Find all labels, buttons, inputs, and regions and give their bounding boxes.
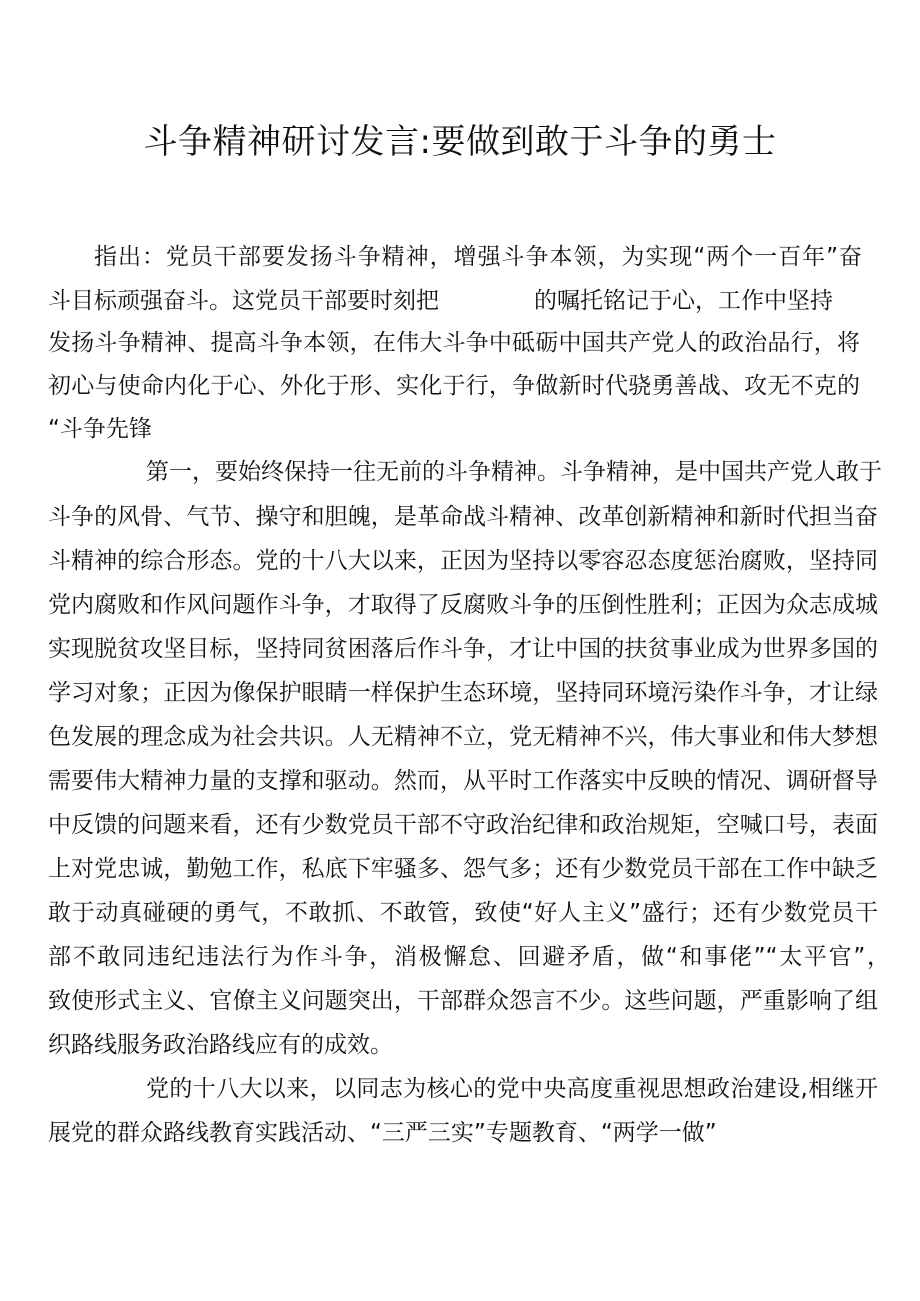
paragraph-2-line-1: 第一，要始终保持一往无前的斗争精神。斗争精神，是中国共产党人敢于 [146,459,882,485]
paragraph-2-line-8: 需要伟大精神力量的支撑和驱动。然而，从平时工作落实中反映的情况、调研督导 [48,768,878,794]
paragraph-2-line-9: 中反馈的问题来看，还有少数党员干部不守政治纪律和政治规矩，空喊口号，表面 [48,812,878,838]
paragraph-2-line-10: 上对党忠诚，勤勉工作，私底下牢骚多、怨气多；还有少数党员干部在工作中缺乏 [48,856,878,882]
paragraph-3-line-1: 党的十八大以来，以同志为核心的党中央高度重视思想政治建设,相继开 [146,1076,878,1102]
paragraph-2-line-3: 斗精神的综合形态。党的十八大以来，正因为坚持以零容忍态度惩治腐败，坚持同 [48,548,878,574]
paragraph-2-line-14: 织路线服务政治路线应有的成效。 [48,1032,393,1058]
paragraph-1-line-3: 发扬斗争精神、提高斗争本领，在伟大斗争中砥砺中国共产党人的政治品行，将 [48,330,860,356]
paragraph-2-line-7: 色发展的理念成为社会共识。人无精神不立，党无精神不兴，伟大事业和伟大梦想 [48,724,878,750]
paragraph-2-line-6: 学习对象；正因为像保护眼睛一样保护生态环境，坚持同环境污染作斗争，才让绿 [48,680,878,706]
paragraph-2-line-13: 致使形式主义、官僚主义问题突出，干部群众怨言不少。这些问题，严重影响了组 [48,988,878,1014]
paragraph-2-line-5: 实现脱贫攻坚目标，坚持同贫困落后作斗争，才让中国的扶贫事业成为世界多国的 [48,636,878,662]
paragraph-1-line-1: 指出：党员干部要发扬斗争精神，增强斗争本领，为实现“两个一百年”奋 [94,244,862,270]
paragraph-2-line-12: 部不敢同违纪违法行为作斗争，消极懈怠、回避矛盾，做“和事佬”“太平官”， [48,944,890,970]
paragraph-1-line-5: “斗争先锋 [48,416,152,442]
paragraph-2-line-11: 敢于动真碰硬的勇气，不敢抓、不敢管，致使“好人主义”盛行；还有少数党员干 [48,900,878,926]
paragraph-1-line-4: 初心与使命内化于心、外化于形、实化于行，争做新时代骁勇善战、攻无不克的 [48,373,860,399]
paragraph-2-line-4: 党内腐败和作风问题作斗争，才取得了反腐败斗争的压倒性胜利；正因为众志成城 [48,592,878,618]
paragraph-2-line-2: 斗争的风骨、气节、操守和胆魄，是革命战斗精神、改革创新精神和新时代担当奋 [48,504,878,530]
paragraph-1-line-2a: 斗目标顽强奋斗。这党员干部要时刻把 [48,288,439,314]
paragraph-1-line-2b: 的嘱托铭记于心，工作中坚持 [534,288,833,314]
paragraph-3-line-2: 展党的群众路线教育实践活动、“三严三实”专题教育、“两学一做” [48,1120,717,1146]
document-title: 斗争精神研讨发言:要做到敢于斗争的勇士 [143,122,777,162]
